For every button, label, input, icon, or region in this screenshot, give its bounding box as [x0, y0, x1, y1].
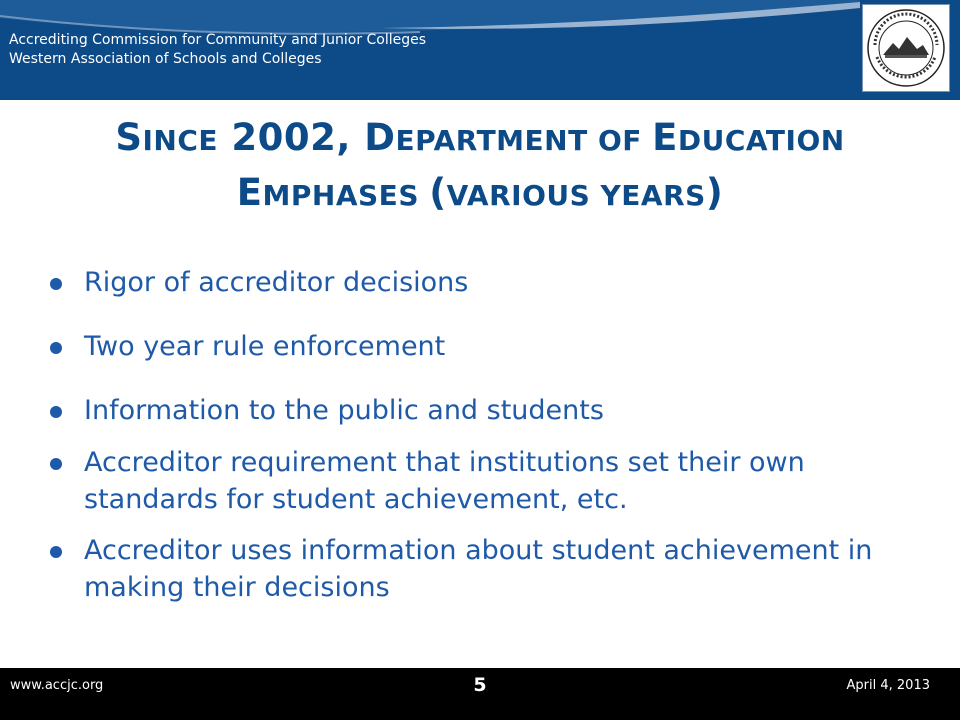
bullet-item: Rigor of accreditor decisions: [50, 264, 930, 301]
bullet-item: Accreditor requirement that institutions set their own standards for student achievement, etc.: [50, 444, 930, 518]
header-org-parent: Western Association of Schools and Colleges: [9, 51, 322, 67]
page-number: 5: [473, 674, 487, 696]
footer-date: April 4, 2013: [846, 678, 930, 693]
slide-footer: [0, 668, 960, 720]
header-org-name: Accrediting Commission for Community and Junior Colleges: [9, 32, 427, 48]
title-line-1: SINCE 2002, DEPARTMENT OF EDUCATION: [115, 116, 845, 159]
seal-graphic: [863, 5, 949, 91]
title-line-2: EMPHASES (VARIOUS YEARS): [236, 171, 724, 214]
wasc-seal-logo: [862, 4, 950, 92]
bullet-item: Information to the public and students: [50, 392, 930, 429]
footer-url: www.accjc.org: [10, 678, 104, 693]
bullet-item: Accreditor uses information about student achievement in making their decisions: [50, 532, 930, 606]
slide-header: [0, 0, 960, 100]
bullet-item: Two year rule enforcement: [50, 328, 930, 365]
slide-title: [0, 112, 960, 222]
bullet-list: [50, 258, 930, 606]
